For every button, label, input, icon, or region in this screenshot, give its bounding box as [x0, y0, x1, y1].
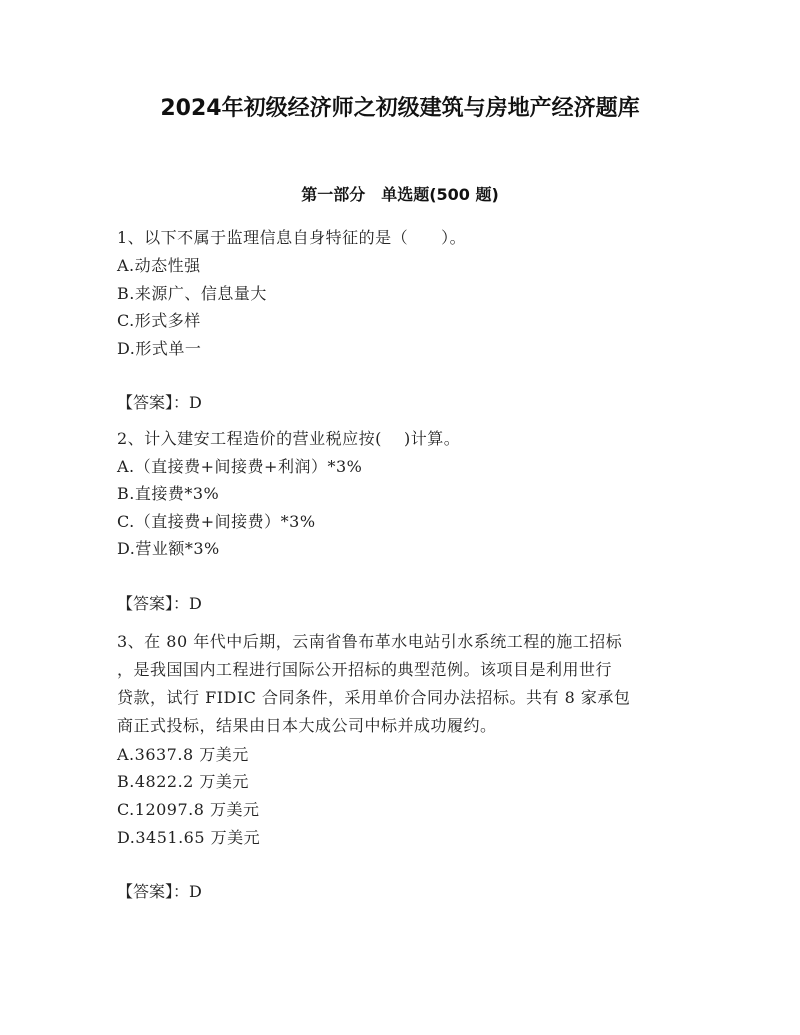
option-d: D.形式单一 [117, 339, 202, 358]
option-b: B.来源广、信息量大 [117, 284, 267, 303]
option-d: D.营业额*3% [117, 539, 220, 558]
answer-label: 【答案】：D [117, 594, 202, 613]
option-b: B.4822.2 万美元 [117, 772, 249, 791]
option-c: C.12097.8 万美元 [117, 800, 260, 819]
option-d: D.3451.65 万美元 [117, 828, 261, 847]
question-stem: 2、计入建安工程造价的营业税应按( )计算。 [117, 429, 461, 448]
option-a: A.3637.8 万美元 [117, 745, 249, 764]
option-c: C.形式多样 [117, 311, 201, 330]
option-b: B.直接费*3% [117, 484, 220, 503]
question-stem-line: ，是我国国内工程进行国际公开招标的典型范例。该项目是利用世行 [117, 660, 613, 679]
option-c: C.（直接费+间接费）*3% [117, 512, 316, 531]
option-a: A.（直接费+间接费+利润）*3% [117, 457, 363, 476]
question-stem-line: 贷款，试行 FIDIC 合同条件，采用单价合同办法招标。共有 8 家承包 [117, 688, 631, 707]
question-stem: 1、以下不属于监理信息自身特征的是（ ）。 [117, 228, 467, 247]
section-title: 第一部分 单选题(500 题) [301, 185, 499, 204]
option-a: A.动态性强 [117, 256, 201, 275]
question-stem-line: 3、在 80 年代中后期，云南省鲁布革水电站引水系统工程的施工招标 [117, 632, 623, 651]
question-stem-line: 商正式投标，结果由日本大成公司中标并成功履约。 [117, 716, 497, 735]
answer-label: 【答案】：D [117, 393, 202, 412]
document-title: 2024年初级经济师之初级建筑与房地产经济题库 [160, 96, 640, 121]
answer-label: 【答案】：D [117, 882, 202, 901]
